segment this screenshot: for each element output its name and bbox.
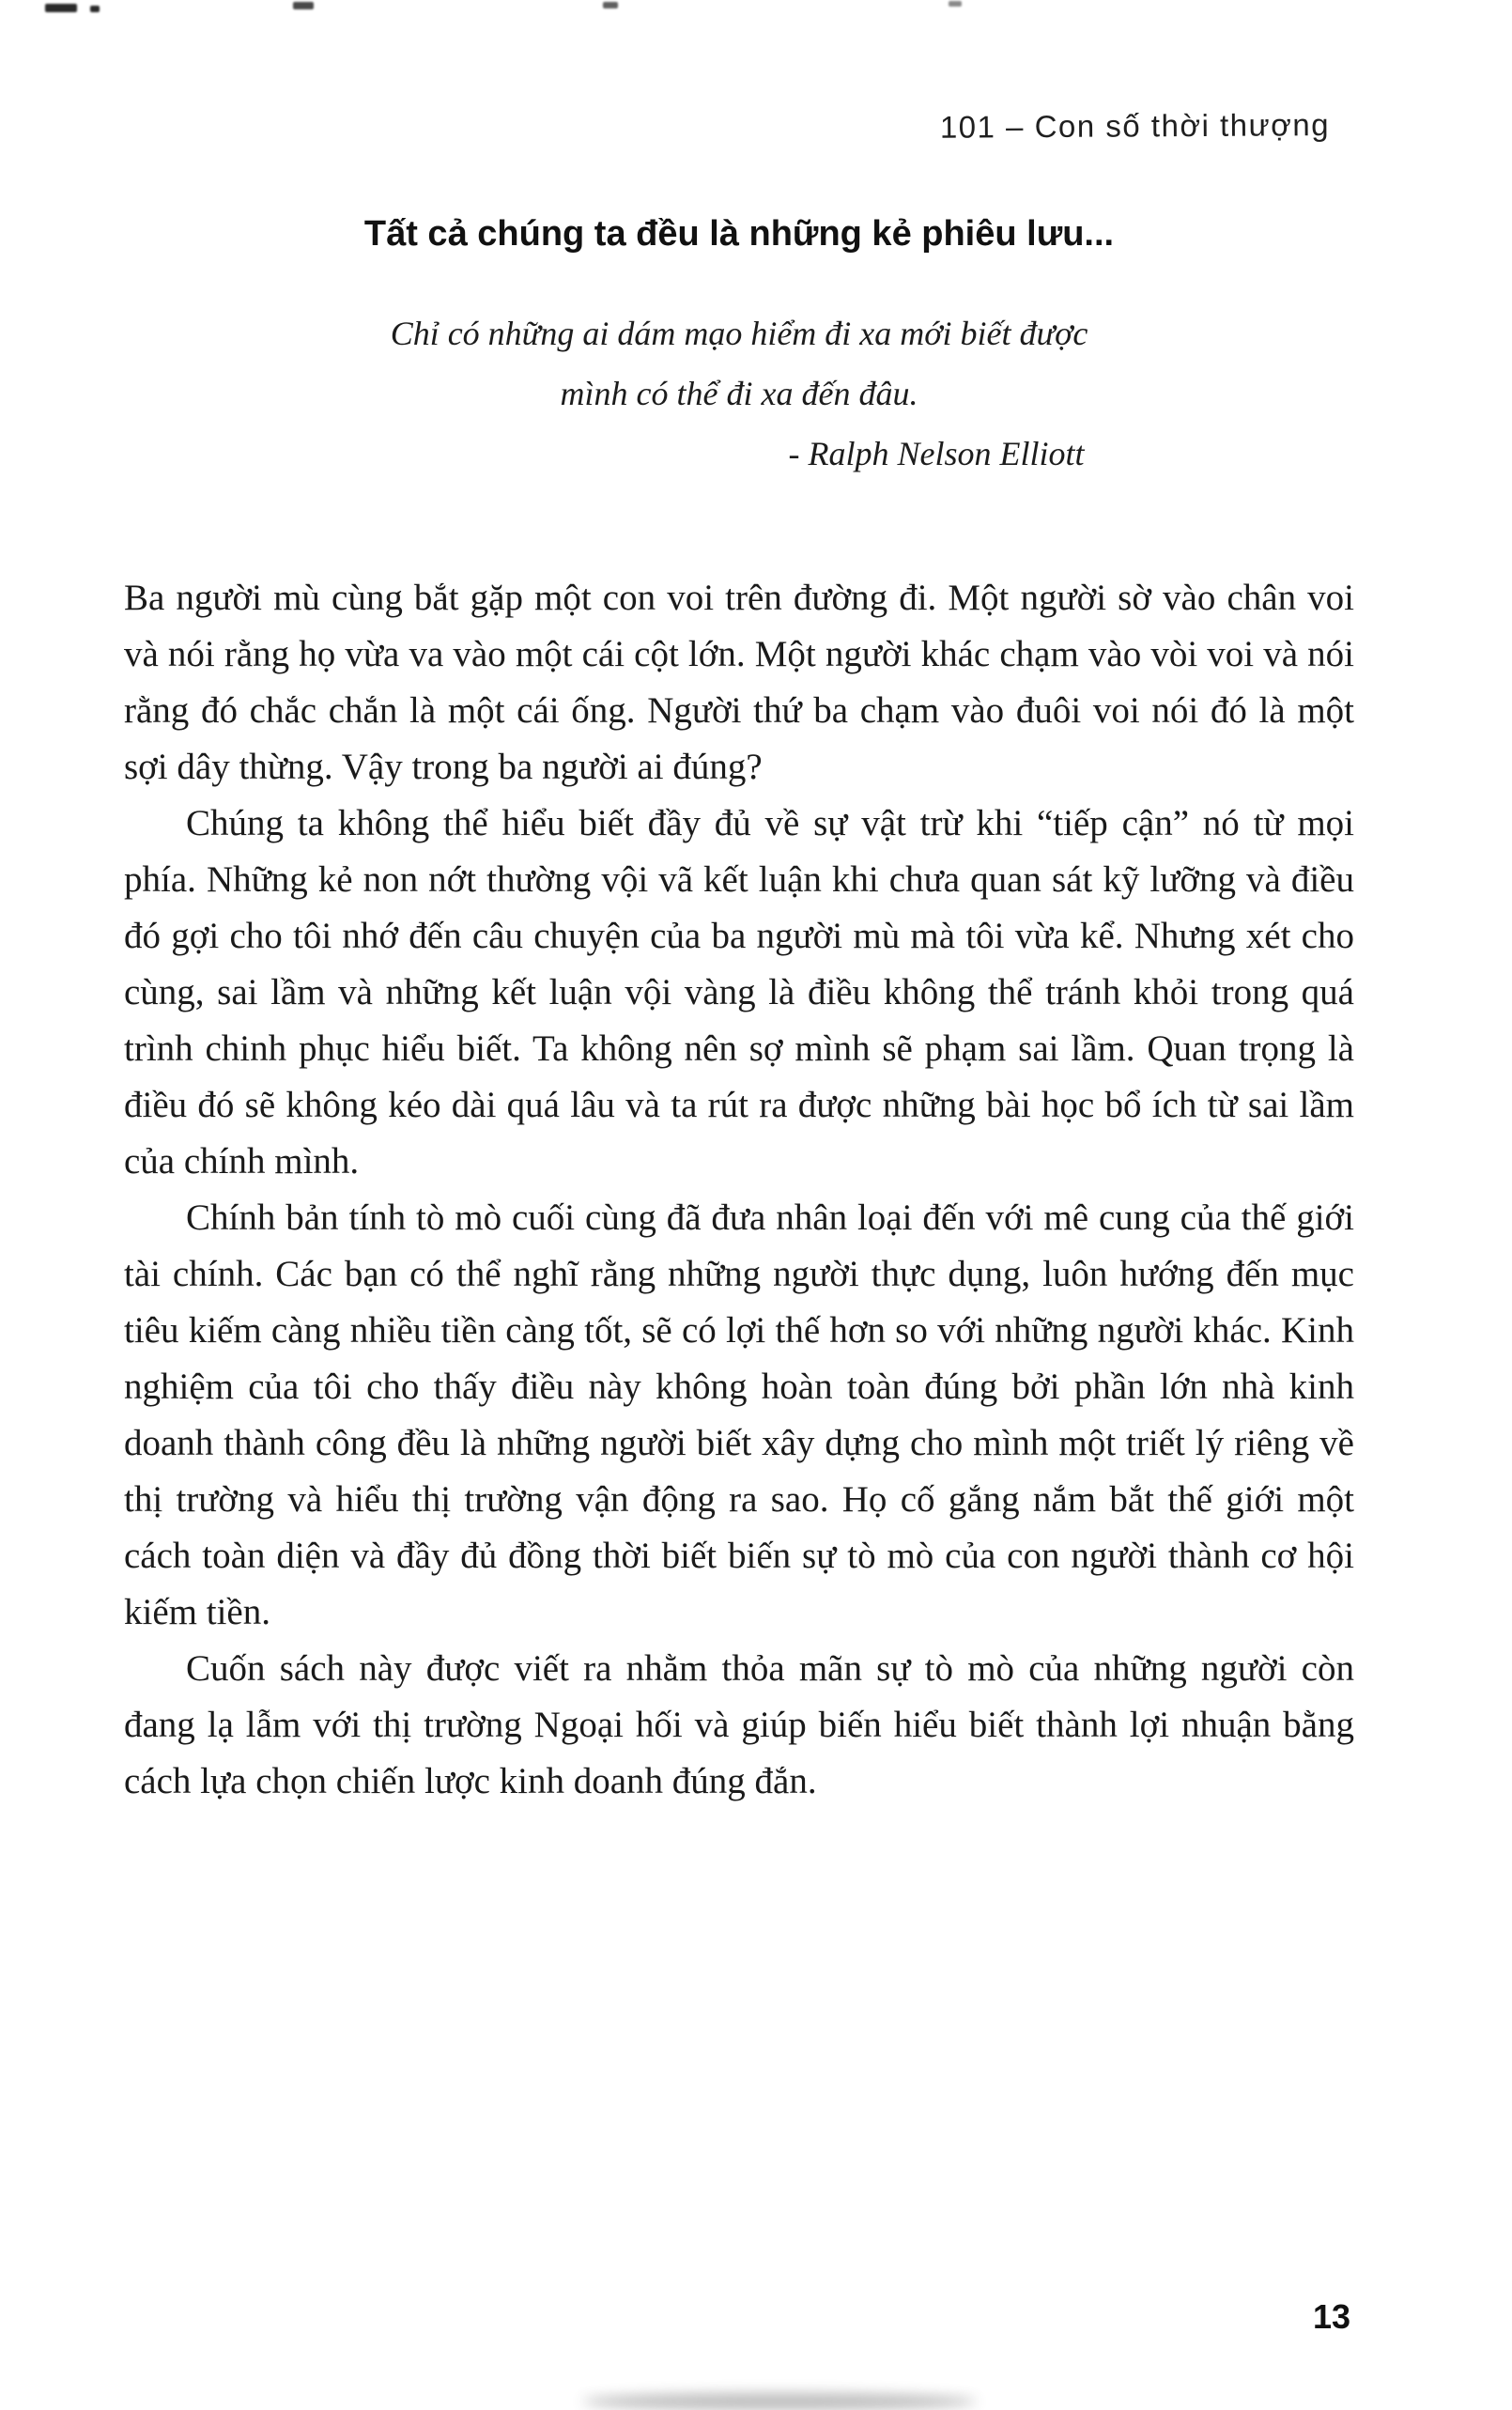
scan-artifact (949, 1, 962, 7)
running-head: 101 – Con số thời thượng (939, 107, 1331, 145)
scan-artifact (603, 2, 618, 8)
body-paragraph: Chúng ta không thể hiểu biết đầy đủ về sự vật trừ khi “tiếp cận” nó từ mọi phía. Những kẻ non nớt thường vội vã kết luận khi chưa quan sát kỹ lưỡng và điều đó gợi cho tôi nhớ đến câu chuyện của ba người mù mà tôi vừa kể. Nhưng xét cho cùng, sai lầm và những kết luận vội vàng là điều không thể tránh khỏi trong quá trình chinh phục hiểu biết. Ta không nên sợ mình sẽ phạm sai lầm. Quan trọng là điều đó sẽ không kéo dài quá lâu và ta rút ra được những bài học bổ ích từ sai lầm của chính mình. (124, 803, 1354, 1182)
section-title: Tất cả chúng ta đều là những kẻ phiêu lưu... (363, 214, 1115, 254)
page-number: 13 (1312, 2297, 1350, 2336)
scan-artifact (582, 2393, 977, 2410)
body-paragraph: Cuốn sách này được viết ra nhằm thỏa mãn sự tò mò của những người còn đang lạ lẫm với thị trường Ngoại hối và giúp biến hiểu biết thành lợi nhuận bằng cách lựa chọn chiến lược kinh doanh đúng đắn. (124, 1648, 1354, 1801)
epigraph (124, 303, 1354, 424)
body-paragraph: Ba người mù cùng bắt gặp một con voi trên đường đi. Một người sờ vào chân voi và nói rằng họ vừa va vào một cái cột lớn. Một người khác chạm vào vòi voi và nói rằng đó chắc chắn là một cái ống. Người thứ ba chạm vào đuôi voi nói đó là một sợi dây thừng. Vậy trong ba người ai đúng? (124, 578, 1354, 787)
epigraph-author: - Ralph Nelson Elliott (788, 435, 1085, 472)
scan-artifact (293, 2, 314, 9)
epigraph-line-1: Chỉ có những ai dám mạo hiểm đi xa mới biết được (390, 315, 1088, 352)
epigraph-line-2: mình có thể đi xa đến đâu. (560, 375, 918, 412)
body-paragraph: Chính bản tính tò mò cuối cùng đã đưa nhân loại đến với mê cung của thế giới tài chính. Các bạn có thể nghĩ rằng những người thực dụng, luôn hướng đến mục tiêu kiếm càng nhiều tiền càng tốt, sẽ có lợi thế hơn so với những người khác. Kinh nghiệm của tôi cho thấy điều này không hoàn toàn đúng bởi phần lớn nhà kinh doanh thành công đều là những người biết xây dựng cho mình một triết lý riêng về thị trường và hiểu thị trường vận động ra sao. Họ cố gắng nắm bắt thế giới một cách toàn diện và đầy đủ đồng thời biết biến sự tò mò của con người thành cơ hội kiếm tiền. (124, 1197, 1354, 1632)
scan-artifact (45, 4, 77, 12)
body-text (124, 570, 1354, 1810)
scan-artifact (90, 6, 100, 12)
